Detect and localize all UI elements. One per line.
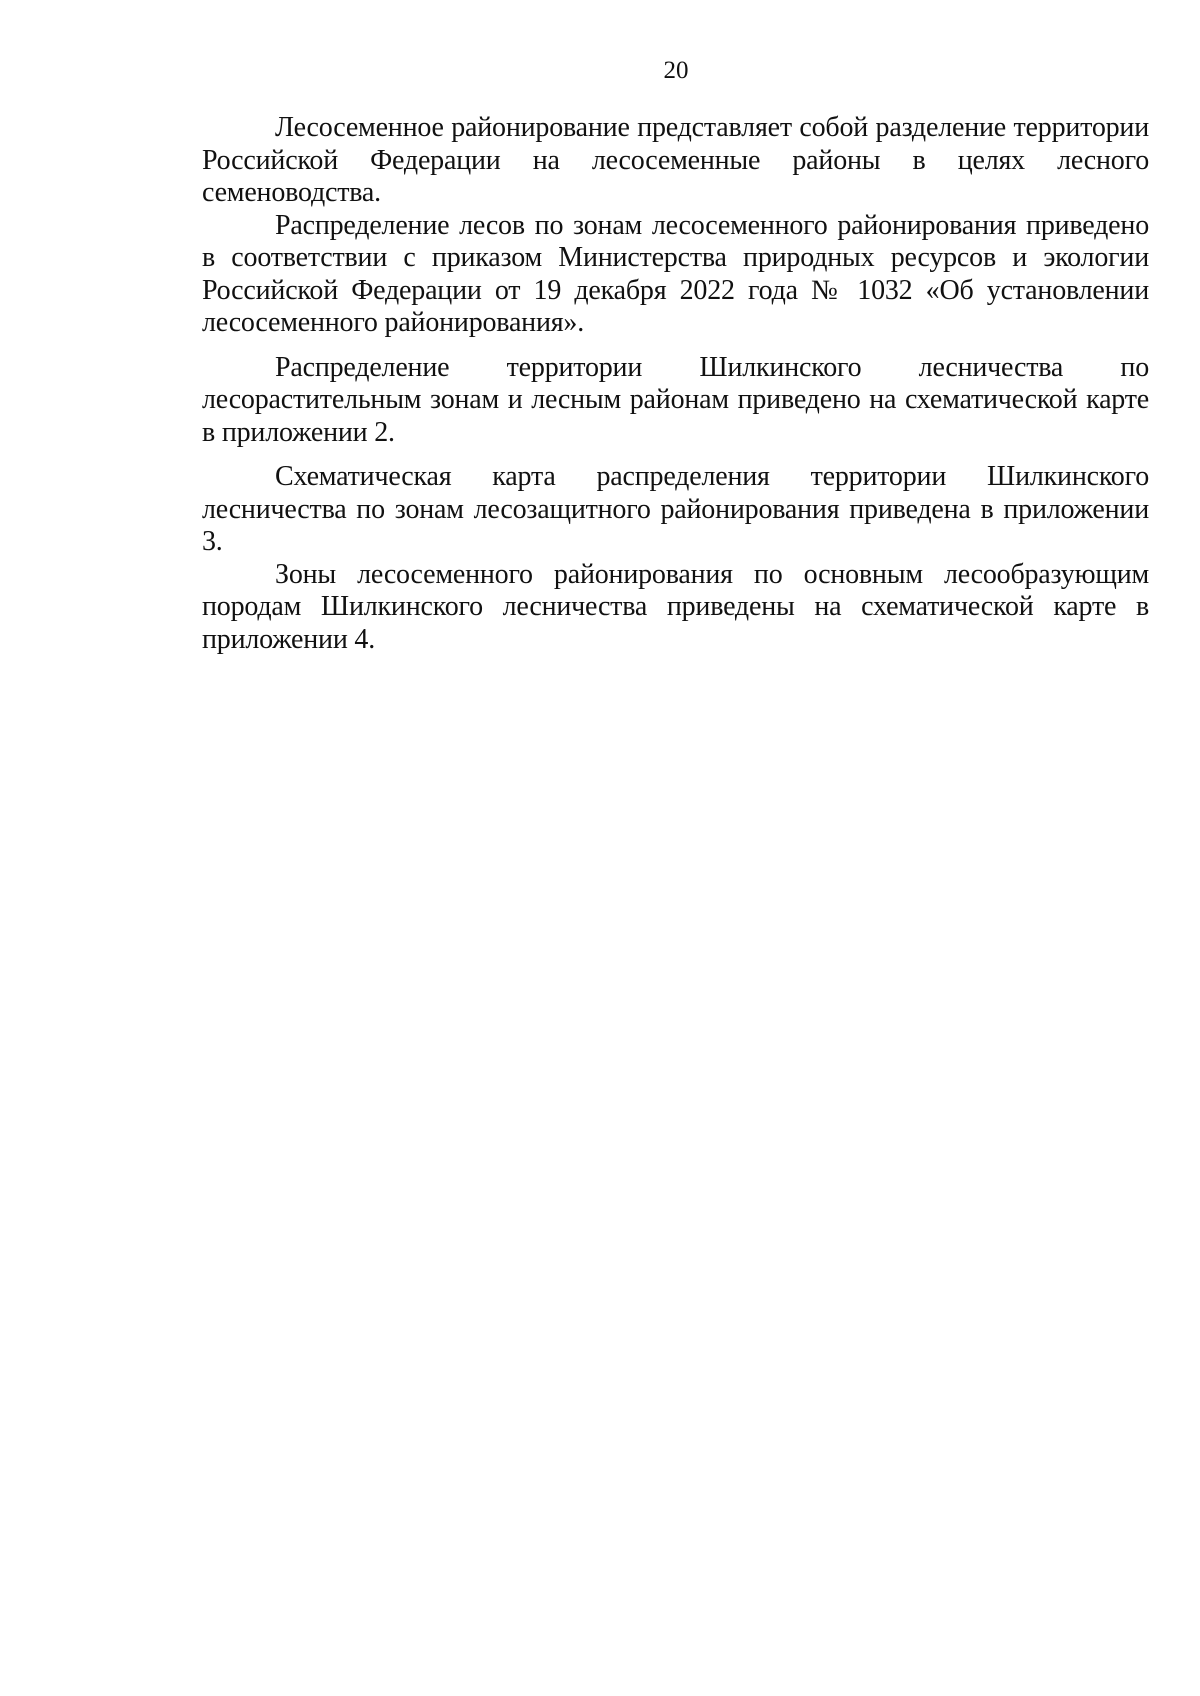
page-number: 20	[663, 57, 689, 84]
paragraph-forest-growth-zones: Распределение территории Шилкинского лесничества по лесорастительным зонам и лесным районам приведено на схематической карте в приложении 2.	[202, 351, 1149, 448]
paragraph-forest-protection-map: Схематическая карта распределения территории Шилкинского лесничества по зонам лесозащитного районирования приведена в приложении 3.	[202, 461, 1149, 557]
paragraph-forest-distribution-order: Распределение лесов по зонам лесосеменного районирования приведено в соответствии с приказом Министерства природных ресурсов и экологии Российской Федерации от 19 декабря 2022 года № 1032 «Об установлении лесосеменного районирования».	[202, 209, 1149, 338]
paragraph-seed-zoning-definition: Лесосеменное районирование представляет собой разделение территории Российской Федерации на лесосеменные районы в целях лесного семеноводства.	[202, 112, 1149, 208]
paragraph-seed-zones-species: Зоны лесосеменного районирования по основным лесообразующим породам Шилкинского лесничества приведены на схематической карте в приложении 4.	[202, 558, 1149, 655]
document-body	[202, 112, 1149, 656]
